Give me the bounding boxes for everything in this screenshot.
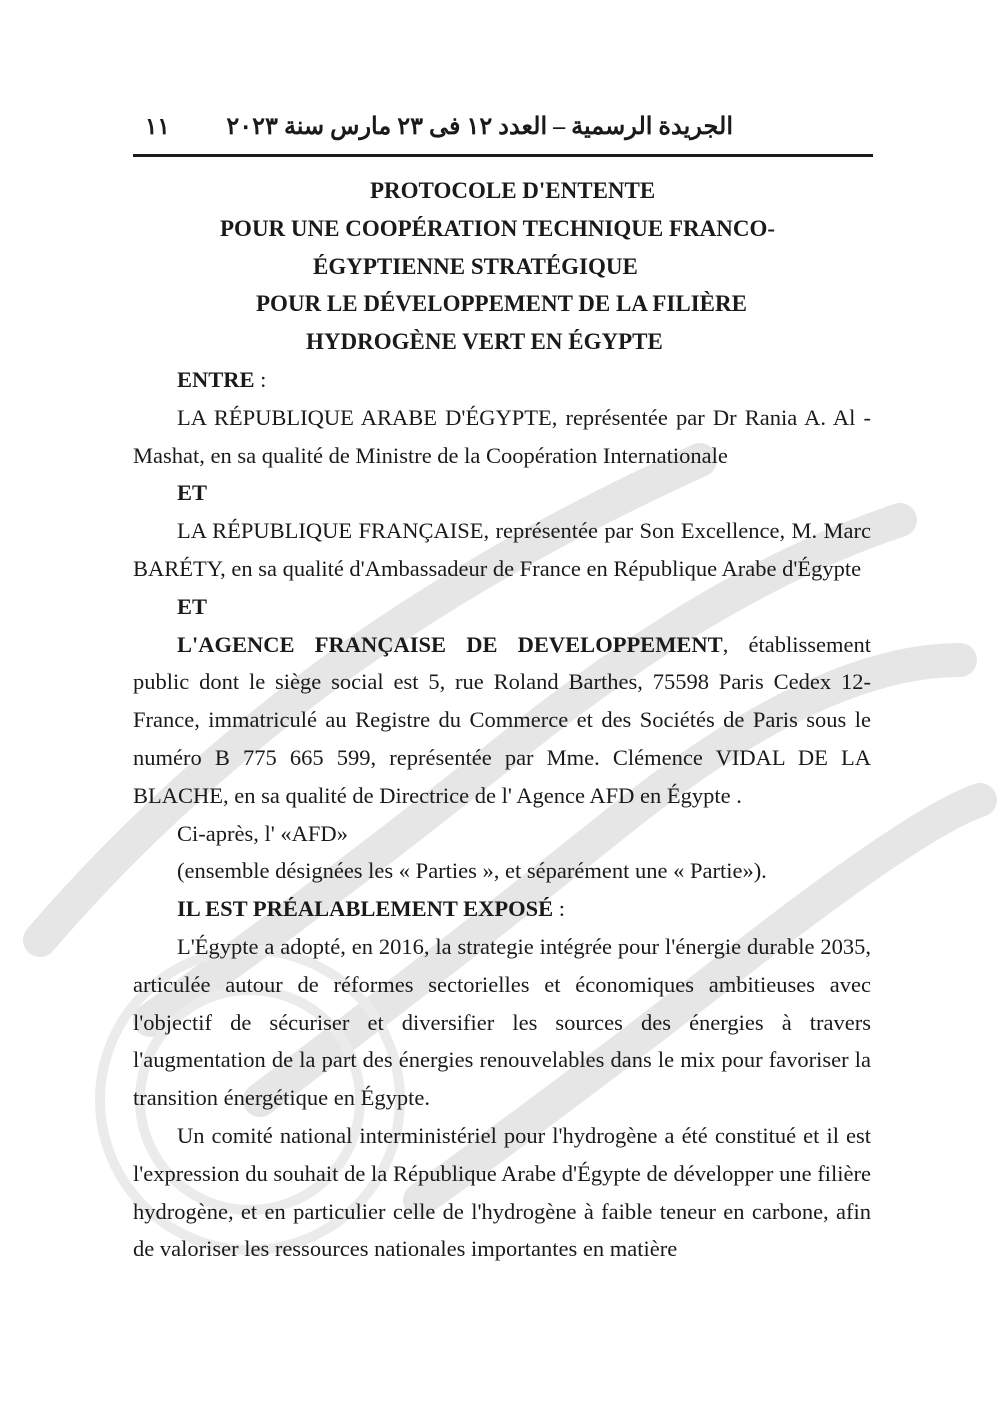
title-line-1: PROTOCOLE D'ENTENTE [370,178,656,203]
expose-suffix: : [553,896,566,922]
entre-suffix: : [254,366,267,392]
page-number: ١١ [145,114,170,139]
et-label-1: ET [177,480,208,506]
paragraph-strategy: L'Égypte a adopté, en 2016, la strategie intégrée pour l'énergie durable 2035, articulée autour de réformes sectorielles et économiques ambitieuses avec l'objectif de sécuriser et diversifier les sources des énergies à travers l'augmentation de la part des énergies renouvelables dans le mix pour favoriser la transition énergétique en Égypte. [133,933,871,1111]
party-france: LA RÉPUBLIQUE FRANÇAISE, représentée par Son Excellence, M. Marc BARÉTY, en sa qualité d'Ambassadeur de France en République Arabe d'Égypte [133,518,871,581]
journal-title: الجريدة الرسمية – العدد ١٢ فى ٢٣ مارس سنة ٢٠٢٣ [226,114,733,140]
afd-details: , établissement public dont le siège social est 5, rue Roland Barthes, 75598 Paris Cedex 12- France, immatriculé au Registre du Commerce et des Sociétés de Paris sous le numéro B 775 665 599, représentée par Mme. Clémence VIDAL DE LA BLACHE, en sa qualité de Directrice de l' Agence AFD en Égypte . [133,631,872,808]
paragraph-committee: Un comité national interministériel pour l'hydrogène a été constitué et il est l'expression du souhait de la République Arabe d'Égypte de développer une filière hydrogène, et en particulier celle de l'hydrogène à faible teneur en carbone, afin de valoriser les ressources nationales importantes en matière [133,1122,871,1262]
entre-label: ENTRE [177,366,255,392]
et-separator-1 [133,474,871,512]
header-divider [133,154,873,157]
afd-name: L'AGENCE FRANÇAISE DE DEVELOPPEMENT [177,631,723,657]
ensemble-note: (ensemble désignées les « Parties », et séparément une « Partie»). [177,858,767,884]
title-line-3: ÉGYPTIENNE STRATÉGIQUE [313,253,638,279]
et-separator-2 [133,588,871,626]
et-label-2: ET [177,593,208,619]
ci-apres: Ci-après, l' «AFD» [177,820,348,846]
expose-heading [133,890,871,928]
expose-label: IL EST PRÉALABLEMENT EXPOSÉ [177,896,554,922]
entre-heading [133,361,871,399]
party-egypt: LA RÉPUBLIQUE ARABE D'ÉGYPTE, représentée par Dr Rania A. Al - Mashat, en sa qualité de Ministre de la Coopération Internationale [133,404,871,468]
title-line-5: HYDROGÈNE VERT EN ÉGYPTE [306,329,663,355]
party-afd [133,626,871,815]
title-line-2: POUR UNE COOPÉRATION TECHNIQUE FRANCO- [220,215,776,241]
title-line-4: POUR LE DÉVELOPPEMENT DE LA FILIÈRE [256,291,747,317]
document-body [133,172,871,1268]
page-header [133,108,873,152]
